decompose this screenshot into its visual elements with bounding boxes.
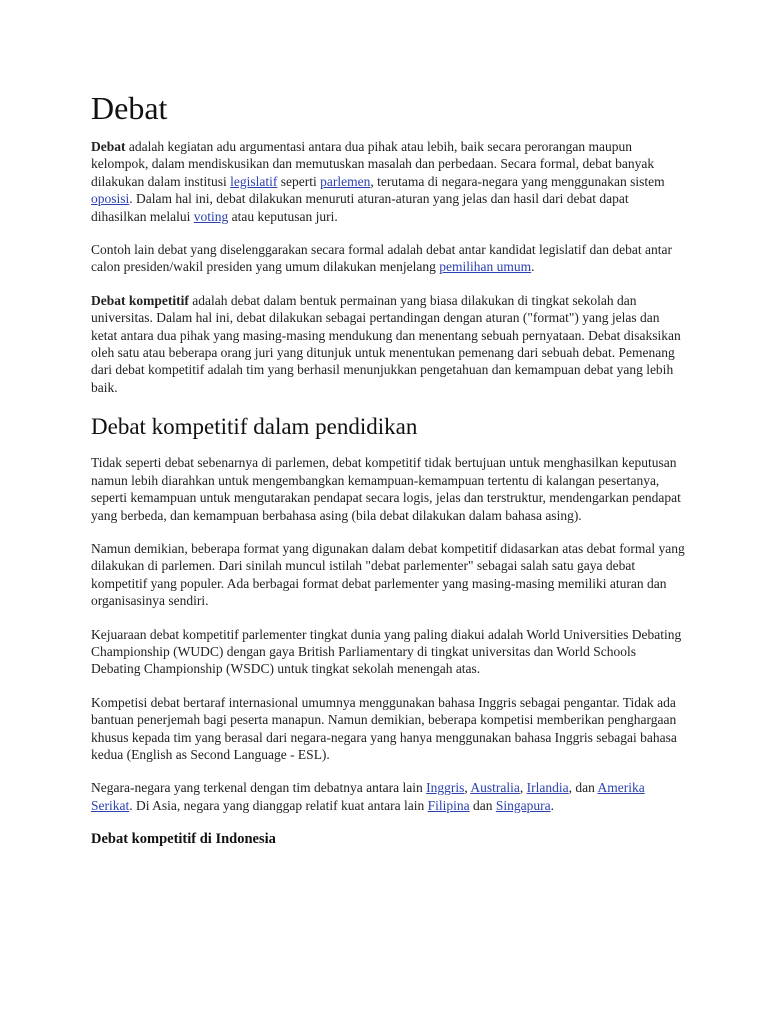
link-singapura[interactable]: Singapura: [495, 797, 551, 813]
link-amerika-serikat[interactable]: Amerika Serikat: [91, 780, 645, 813]
paragraph-tidak-seperti: Tidak seperti debat sebenarnya di parlemen, debat kompetitif tidak bertujuan untuk menghasilkan keputusan namun lebih diarahkan untuk mengembangkan kemampuan-kemampuan tertentu di kalangan pesertanya, seperti kemampuan untuk mengutarakan pendapat secara logis, jelas dan terstruktur, mendengarkan pendapat yang berbeda, dan kemampuan berbahasa asing (bila debat dilakukan dalam bahasa asing).: [91, 455, 681, 523]
page-title: Debat: [91, 90, 168, 126]
paragraph-kejuaraan: Kejuaraan debat kompetitif parlementer tingkat dunia yang paling diakui adalah World Universities Debating Championship (WUDC) dengan gaya British Parliamentary di tingkat universitas dan World Schools Debating Championship (WSDC) untuk tingkat sekolah menengah atas.: [91, 626, 682, 677]
paragraph-kompetisi: Kompetisi debat bertaraf internasional umumnya menggunakan bahasa Inggris sebagai pengantar. Tidak ada bantuan penerjemah bagi peserta manapun. Namun demikian, beberapa kompetisi memberikan penghargaan khusus kepada tim yang berasal dari negara-negara yang hanya menggunakan bahasa Inggris sebagai bahasa kedua (English as Second Language - ESL).: [91, 694, 677, 762]
link-voting[interactable]: voting: [193, 208, 229, 224]
paragraph-negara: Negara-negara yang terkenal dengan tim debatnya antara lain Inggris, Australia, Irlandia, dan Amerika Serikat. Di Asia, negara yang dianggap relatif kuat antara lain Filipina dan Singapura.: [91, 780, 645, 813]
intro-paragraph: Debat adalah kegiatan adu argumentasi antara dua pihak atau lebih, baik secara perorangan maupun kelompok, dalam mendiskusikan dan memutuskan masalah dan perbedaan. Secara formal, debat banyak dilakukan dalam institusi legislatif seperti parlemen, terutama di negara-negara yang menggunakan sistem oposisi. Dalam hal ini, debat dilakukan menuruti aturan-aturan yang jelas dan hasil dari debat dapat dihasilkan melalui voting atau keputusan juri.: [91, 139, 665, 224]
link-inggris[interactable]: Inggris: [426, 780, 465, 796]
link-pemilihan-umum[interactable]: pemilihan umum: [439, 259, 532, 275]
link-legislatif[interactable]: legislatif: [230, 173, 278, 189]
link-filipina[interactable]: Filipina: [427, 797, 470, 813]
link-oposisi[interactable]: oposisi: [91, 191, 130, 207]
paragraph-contoh: Contoh lain debat yang diselenggarakan secara formal adalah debat antar kandidat legislatif dan debat antar calon presiden/wakil presiden yang umum dilakukan menjelang pemilihan umum.: [91, 242, 673, 275]
paragraph-namun-demikian: Namun demikian, beberapa format yang digunakan dalam debat kompetitif didasarkan atas debat formal yang dilakukan di parlemen. Dari sinilah muncul istilah "debat parlementer" sebagai salah satu gaya debat kompetitif yang populer. Ada berbagai format debat parlementer yang masing-masing memiliki aturan dan organisasinya sendiri.: [91, 540, 685, 609]
link-australia[interactable]: Australia: [470, 780, 520, 796]
document-page: [91, 88, 685, 848]
bold-term-debat: Debat: [91, 139, 126, 154]
section-heading-pendidikan: Debat kompetitif dalam pendidikan: [91, 414, 418, 440]
paragraph-debat-kompetitif: Debat kompetitif adalah debat dalam bentuk permainan yang biasa dilakukan di tingkat sekolah dan universitas. Dalam hal ini, debat dilakukan sebagai pertandingan dengan aturan ("format") yang jelas dan ketat antara dua pihak yang masing-masing mendukung dan menentang sebuah pernyataan. Debat disaksikan oleh satu atau beberapa orang juri yang ditunjuk untuk menentukan pemenang dari sebuah debat. Pemenang dari debat kompetitif adalah tim yang berhasil menunjukkan pengetahuan dan kemampuan debat yang lebih baik.: [91, 292, 681, 395]
subsection-heading-indonesia: Debat kompetitif di Indonesia: [91, 831, 276, 848]
link-parlemen[interactable]: parlemen: [320, 173, 371, 189]
bold-term-debat-kompetitif: Debat kompetitif: [91, 292, 189, 308]
link-irlandia[interactable]: Irlandia: [526, 780, 569, 796]
